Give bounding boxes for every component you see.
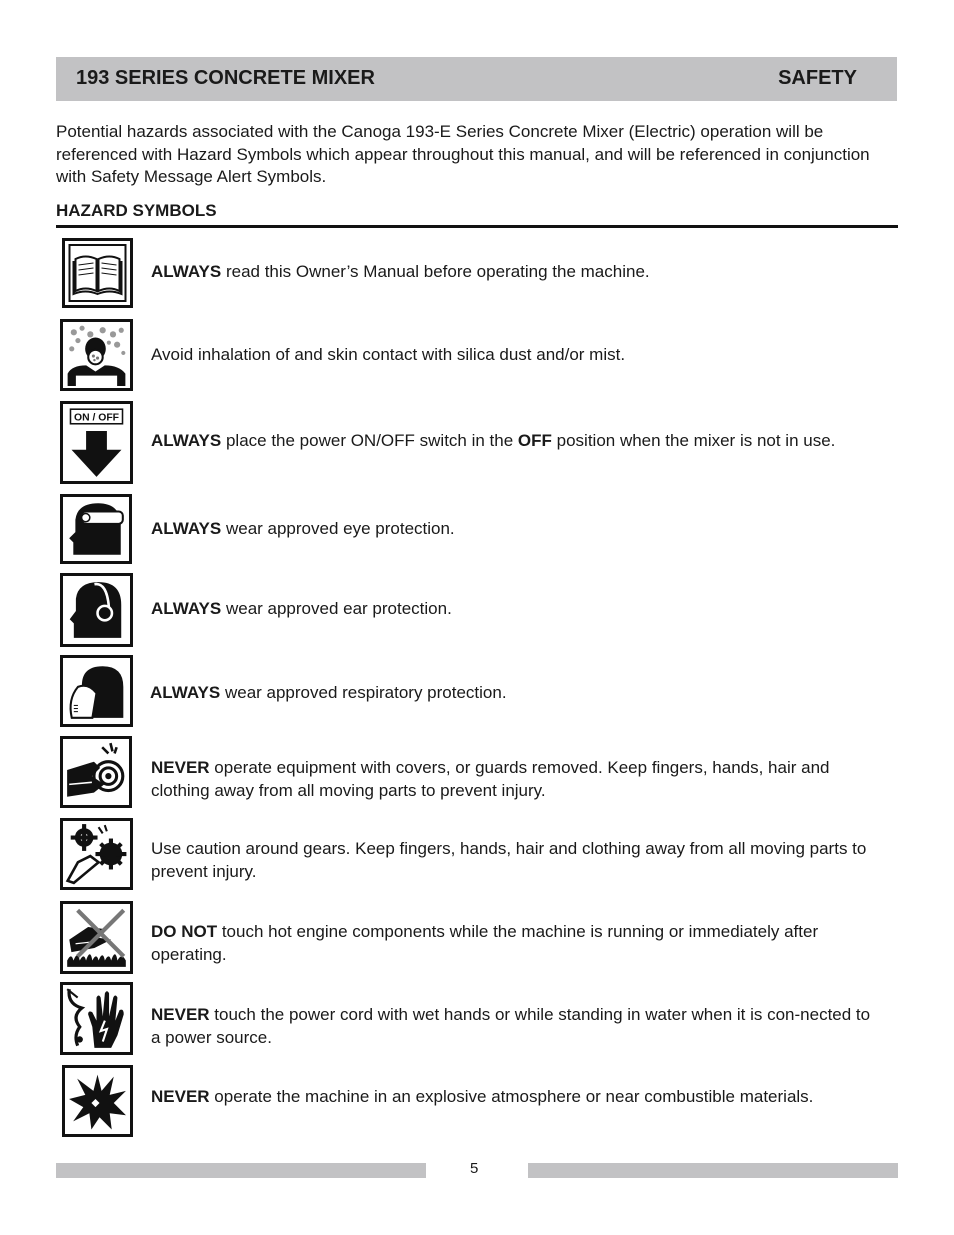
footer-bar-right <box>528 1163 898 1178</box>
power-switch-icon <box>60 401 133 484</box>
intro-paragraph: Potential hazards associated with the Canoga 193-E Series Concrete Mixer (Electric) operation will be referenced with Hazard Symbols which appear throughout this manual, and will be referenced in conjunction with Safety Message Alert Symbols. <box>56 122 870 186</box>
hazard-text-4: ALWAYS wear approved eye protection. <box>151 519 455 538</box>
footer-bar-left <box>56 1163 426 1178</box>
page-number: 5 <box>470 1160 479 1177</box>
respirator-icon <box>60 655 133 727</box>
document-title: 193 SERIES CONCRETE MIXER <box>76 67 375 89</box>
hazard-symbols-heading: HAZARD SYMBOLS <box>56 201 217 220</box>
hazard-text-8: Use caution around gears. Keep fingers, hands, hair and clothing away from all moving parts to prevent injury. <box>151 839 867 881</box>
hazard-text-7: NEVER operate equipment with covers, or guards removed. Keep fingers, hands, hair and clothing away from all moving parts to prevent injury. <box>151 758 830 800</box>
hazard-text-10: NEVER touch the power cord with wet hands or while standing in water when it is con-nected to a power source. <box>151 1005 871 1047</box>
hazard-text-3: ALWAYS place the power ON/OFF switch in the OFF position when the mixer is not in use. <box>151 431 836 450</box>
hazard-text-9: DO NOT touch hot engine components while the machine is running or immediately after operating. <box>151 922 819 964</box>
heading-rule <box>56 225 898 228</box>
moving-parts-icon <box>60 736 132 808</box>
eye-protection-icon <box>60 494 132 564</box>
silica-dust-icon <box>60 319 133 391</box>
hazard-text-1: ALWAYS read this Owner’s Manual before operating the machine. <box>151 262 650 281</box>
header-bar <box>56 57 897 101</box>
explosion-icon <box>62 1065 133 1137</box>
manual-book-icon <box>62 238 133 308</box>
hazard-text-6: ALWAYS wear approved respiratory protection. <box>150 683 507 702</box>
electric-shock-icon <box>60 982 133 1055</box>
switch-label: ON / OFF <box>73 412 120 424</box>
gears-hand-icon <box>60 818 133 890</box>
hot-surface-icon <box>60 901 133 974</box>
hazard-text-11: NEVER operate the machine in an explosive atmosphere or near combustible materials. <box>151 1087 814 1106</box>
hazard-text-5: ALWAYS wear approved ear protection. <box>151 599 452 618</box>
section-title: SAFETY <box>778 67 857 89</box>
ear-protection-icon <box>60 573 133 647</box>
hazard-text-2: Avoid inhalation of and skin contact with silica dust and/or mist. <box>151 345 626 364</box>
